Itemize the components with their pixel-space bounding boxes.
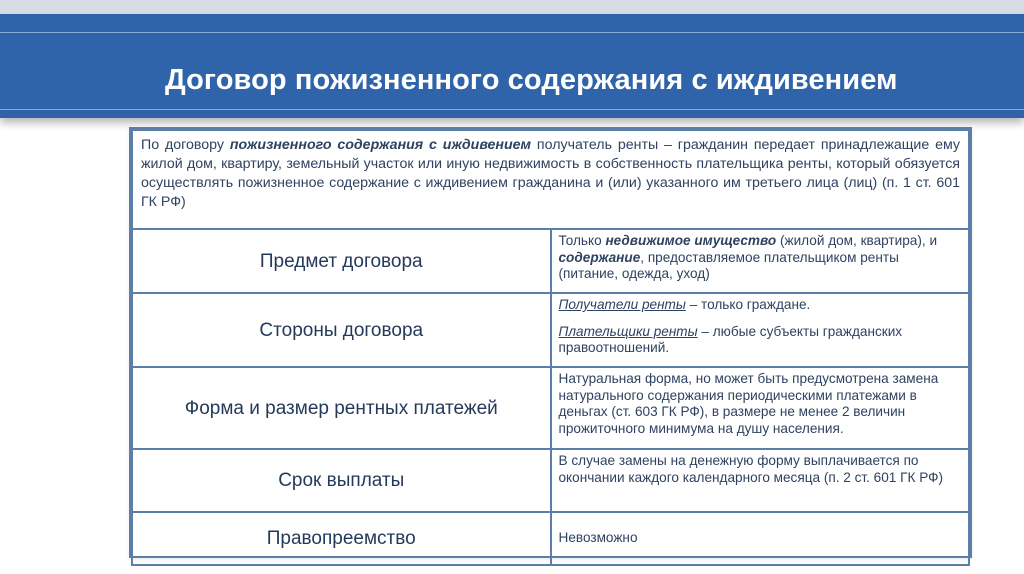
- intro-term: пожизненного содержания с иждивением: [229, 137, 532, 153]
- row-detail-term: В случае замены на денежную форму выплачивается по окончании каждого календарного месяца (п. 2 ст. 601 ГК РФ): [551, 449, 970, 512]
- table-row: [132, 293, 969, 367]
- row-label-payments: Форма и размер рентных платежей: [132, 367, 551, 449]
- slide-title: Договор пожизненного содержания с иждивением: [165, 64, 898, 96]
- intro-cell: [132, 130, 969, 229]
- top-strip: [0, 0, 1024, 14]
- row-label-parties: Стороны договора: [132, 293, 551, 367]
- subject-text-1: Только: [558, 233, 606, 248]
- intro-prefix: По договору: [141, 137, 230, 153]
- table-row: [132, 449, 969, 512]
- parties-recipients: [559, 297, 962, 314]
- title-banner: [0, 14, 1024, 118]
- row-detail-subject: [551, 229, 970, 293]
- row-detail-parties: [551, 293, 970, 367]
- contract-table-grid: [131, 129, 970, 566]
- subject-term-maintenance: содержание: [558, 249, 641, 265]
- table-row: [132, 512, 969, 565]
- row-label-subject: Предмет договора: [132, 229, 551, 293]
- row-detail-payments: Натуральная форма, но может быть предусмотрена замена натурального содержания периодическими платежами в деньгах (ст. 603 ГК РФ), в размере не менее 2 величин прожиточного минимума на душу населения.: [551, 367, 970, 449]
- row-label-term: Срок выплаты: [132, 449, 551, 512]
- row-detail-succession: Невозможно: [551, 512, 970, 565]
- contract-table: [129, 127, 972, 558]
- payers-term: Плательщики ренты: [558, 323, 698, 339]
- recipients-term: Получатели ренты: [558, 297, 686, 312]
- parties-payers: [559, 324, 962, 357]
- subject-text-2: (жилой дом, квартира), и: [776, 233, 938, 248]
- subject-term-property: недвижимое имущество: [605, 233, 777, 248]
- parties-spacer: [559, 314, 962, 324]
- payers-text: – любые субъекты гражданских правоотношений.: [558, 323, 903, 355]
- intro-row: [132, 130, 969, 229]
- row-label-succession: Правопреемство: [132, 512, 551, 565]
- intro-text: получатель ренты – гражданин передает принадлежащие ему жилой дом, квартиру, земельный участок или иную недвижимость в собственность плательщика ренты, который обязуется осуществлять пожизненное содержание с иждивением гражданина и (или) указанного им третьего лица (лиц) (п. 1 ст. 601 ГК РФ): [141, 137, 960, 210]
- table-row: [132, 229, 969, 293]
- recipients-text: – только граждане.: [685, 297, 811, 312]
- table-row: [132, 367, 969, 449]
- subject-text-3: , предоставляемое плательщиком ренты (питание, одежда, уход): [558, 249, 899, 281]
